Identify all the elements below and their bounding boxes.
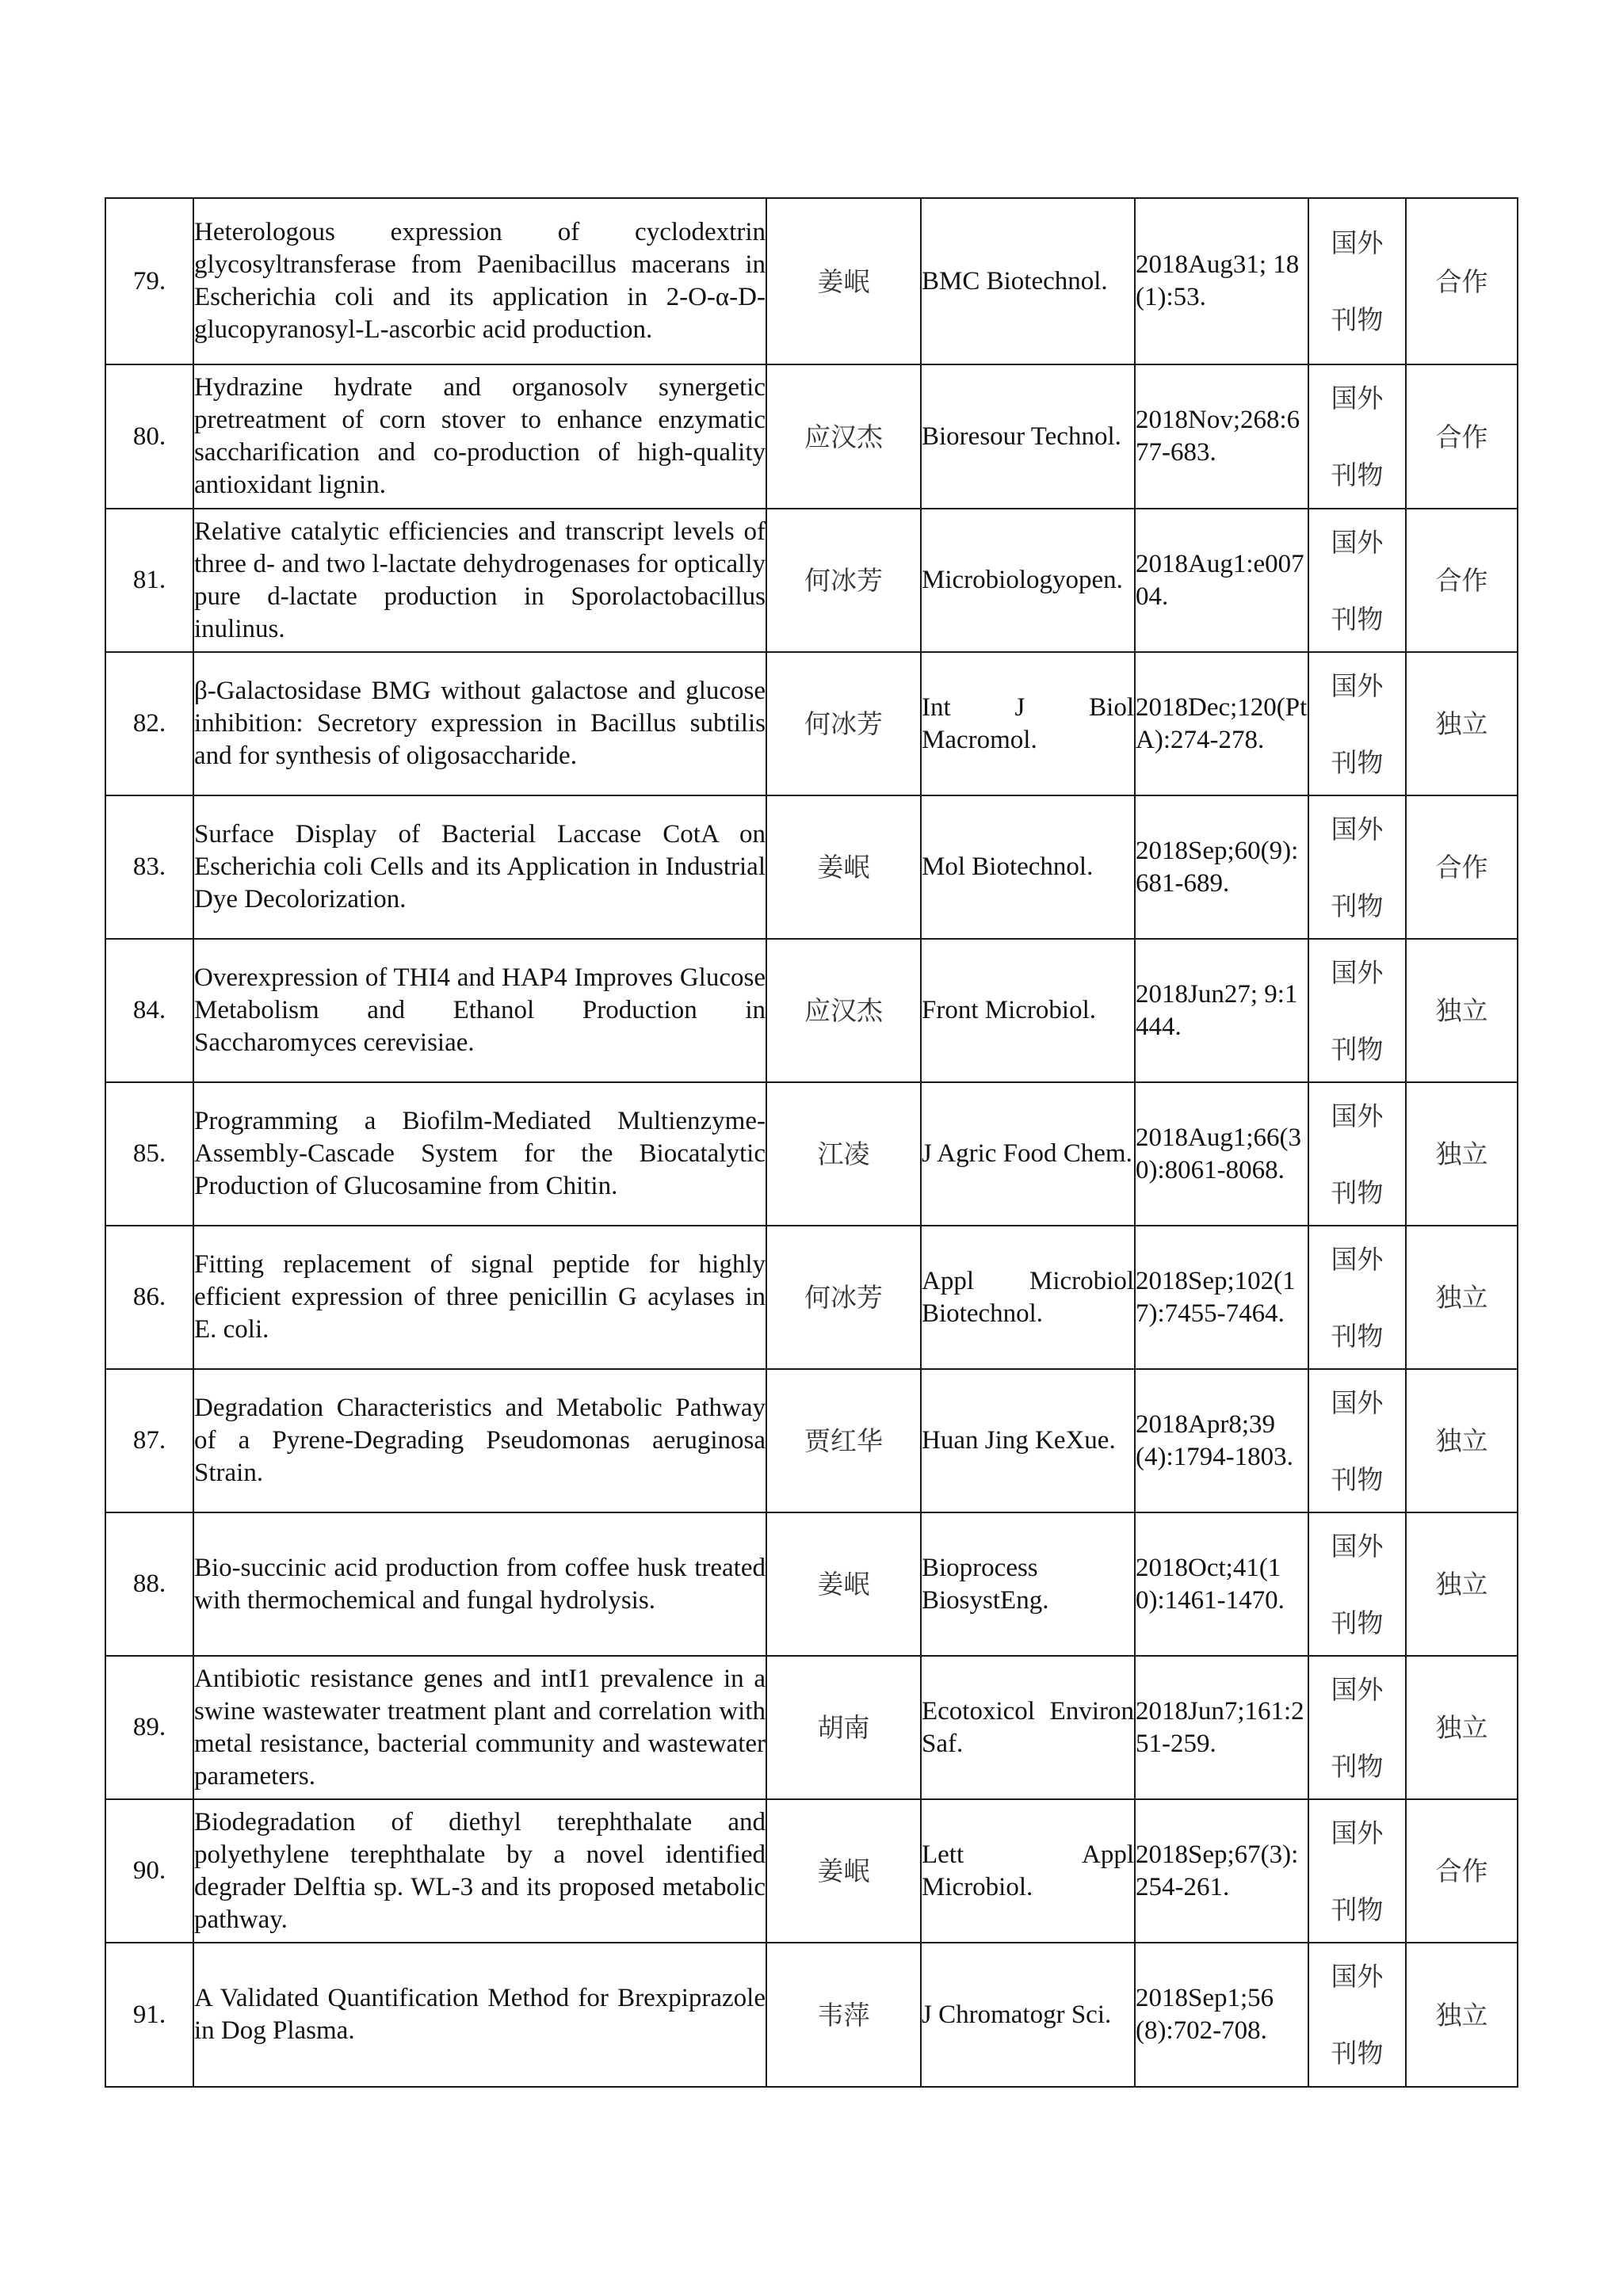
journal-name: Front Microbiol. bbox=[921, 939, 1135, 1082]
publication-type-line-2: 刊物 bbox=[1331, 1750, 1384, 1782]
publication-type-line-2: 刊物 bbox=[1331, 2038, 1384, 2069]
paper-title: β-Galactosidase BMG without galactose and glucose inhibition: Secretory expression in Bacillus subtilis and for synthesis of oligosaccharide. bbox=[193, 652, 766, 795]
publication-type-line-1: 国外 bbox=[1331, 813, 1384, 845]
publication-type bbox=[1308, 1369, 1406, 1512]
table-row bbox=[105, 509, 1518, 652]
citation-info: 2018Nov;268:677-683. bbox=[1135, 364, 1308, 509]
journal-name: J Chromatogr Sci. bbox=[921, 1943, 1135, 2087]
publication-type-line-1: 国外 bbox=[1331, 1100, 1384, 1131]
journal-name: J Agric Food Chem. bbox=[921, 1082, 1135, 1226]
row-number: 82. bbox=[105, 652, 193, 795]
author-name: 江凌 bbox=[766, 1082, 921, 1226]
publication-type bbox=[1308, 1943, 1406, 2087]
cooperation-type: 独立 bbox=[1406, 1226, 1518, 1369]
publication-type-line-1: 国外 bbox=[1331, 526, 1384, 558]
table-row bbox=[105, 1226, 1518, 1369]
author-name: 贾红华 bbox=[766, 1369, 921, 1512]
row-number: 87. bbox=[105, 1369, 193, 1512]
cooperation-type: 合作 bbox=[1406, 364, 1518, 509]
table-row bbox=[105, 198, 1518, 364]
paper-title: Programming a Biofilm-Mediated Multienzyme-Assembly-Cascade System for the Biocatalytic Production of Glucosamine from Chitin. bbox=[193, 1082, 766, 1226]
publication-type-line-1: 国外 bbox=[1331, 956, 1384, 988]
paper-title: Bio-succinic acid production from coffee husk treated with thermochemical and fungal hydrolysis. bbox=[193, 1512, 766, 1656]
table-row bbox=[105, 1369, 1518, 1512]
table-row bbox=[105, 939, 1518, 1082]
publication-type-line-2: 刊物 bbox=[1331, 1607, 1384, 1638]
publication-type bbox=[1308, 1656, 1406, 1799]
publication-type bbox=[1308, 198, 1406, 364]
row-number: 84. bbox=[105, 939, 193, 1082]
publication-type bbox=[1308, 652, 1406, 795]
paper-title: Biodegradation of diethyl terephthalate and polyethylene terephthalate by a novel identified degrader Delftia sp. WL-3 and its proposed metabolic pathway. bbox=[193, 1799, 766, 1943]
publication-type-line-2: 刊物 bbox=[1331, 304, 1384, 335]
author-name: 何冰芳 bbox=[766, 1226, 921, 1369]
paper-title: Surface Display of Bacterial Laccase CotA on Escherichia coli Cells and its Application in Industrial Dye Decolorization. bbox=[193, 795, 766, 939]
publication-type-line-2: 刊物 bbox=[1331, 1894, 1384, 1925]
publication-type-line-2: 刊物 bbox=[1331, 603, 1384, 635]
row-number: 89. bbox=[105, 1656, 193, 1799]
paper-title: Fitting replacement of signal peptide for highly efficient expression of three penicillin G acylases in E. coli. bbox=[193, 1226, 766, 1369]
journal-name: Int J Biol Macromol. bbox=[921, 652, 1135, 795]
citation-info: 2018Sep;60(9):681-689. bbox=[1135, 795, 1308, 939]
publication-type-line-2: 刊物 bbox=[1331, 1177, 1384, 1208]
publication-type bbox=[1308, 1226, 1406, 1369]
publication-type-line-2: 刊物 bbox=[1331, 1463, 1384, 1495]
table-row bbox=[105, 1082, 1518, 1226]
author-name: 姜岷 bbox=[766, 1799, 921, 1943]
paper-title: Relative catalytic efficiencies and transcript levels of three d- and two l-lactate dehydrogenases for optically pure d-lactate production in Sporolactobacillus inulinus. bbox=[193, 509, 766, 652]
author-name: 姜岷 bbox=[766, 198, 921, 364]
journal-name: Lett Appl Microbiol. bbox=[921, 1799, 1135, 1943]
citation-info: 2018Dec;120(PtA):274-278. bbox=[1135, 652, 1308, 795]
citation-info: 2018Aug1;66(30):8061-8068. bbox=[1135, 1082, 1308, 1226]
journal-name: Huan Jing KeXue. bbox=[921, 1369, 1135, 1512]
author-name: 姜岷 bbox=[766, 795, 921, 939]
cooperation-type: 独立 bbox=[1406, 1656, 1518, 1799]
citation-info: 2018Oct;41(10):1461-1470. bbox=[1135, 1512, 1308, 1656]
citation-info: 2018Jun7;161:251-259. bbox=[1135, 1656, 1308, 1799]
table-row bbox=[105, 1512, 1518, 1656]
paper-title: Heterologous expression of cyclodextrin glycosyltransferase from Paenibacillus macerans in Escherichia coli and its application in 2-O-α-D-glucopyranosyl-L-ascorbic acid production. bbox=[193, 198, 766, 364]
paper-title: Degradation Characteristics and Metabolic Pathway of a Pyrene-Degrading Pseudomonas aeruginosa Strain. bbox=[193, 1369, 766, 1512]
publication-type-line-1: 国外 bbox=[1331, 1386, 1384, 1418]
cooperation-type: 合作 bbox=[1406, 509, 1518, 652]
publication-type-line-1: 国外 bbox=[1331, 1530, 1384, 1562]
author-name: 何冰芳 bbox=[766, 652, 921, 795]
publication-type-line-1: 国外 bbox=[1331, 1673, 1384, 1705]
publication-type bbox=[1308, 364, 1406, 509]
table-row bbox=[105, 364, 1518, 509]
paper-title: Overexpression of THI4 and HAP4 Improves Glucose Metabolism and Ethanol Production in Saccharomyces cerevisiae. bbox=[193, 939, 766, 1082]
row-number: 79. bbox=[105, 198, 193, 364]
paper-title: Hydrazine hydrate and organosolv synergetic pretreatment of corn stover to enhance enzymatic saccharification and co-production of high-quality antioxidant lignin. bbox=[193, 364, 766, 509]
publication-type bbox=[1308, 509, 1406, 652]
citation-info: 2018Sep;102(17):7455-7464. bbox=[1135, 1226, 1308, 1369]
table-row bbox=[105, 1656, 1518, 1799]
author-name: 韦萍 bbox=[766, 1943, 921, 2087]
publication-type bbox=[1308, 1512, 1406, 1656]
cooperation-type: 独立 bbox=[1406, 1082, 1518, 1226]
publication-type-line-2: 刊物 bbox=[1331, 746, 1384, 778]
publication-type-line-1: 国外 bbox=[1331, 669, 1384, 701]
publication-type-line-1: 国外 bbox=[1331, 1243, 1384, 1275]
journal-name: Appl Microbiol Biotechnol. bbox=[921, 1226, 1135, 1369]
journal-name: Mol Biotechnol. bbox=[921, 795, 1135, 939]
publication-type-line-2: 刊物 bbox=[1331, 460, 1384, 490]
journal-name: Bioresour Technol. bbox=[921, 364, 1135, 509]
publication-type-line-1: 国外 bbox=[1331, 1817, 1384, 1848]
author-name: 何冰芳 bbox=[766, 509, 921, 652]
citation-info: 2018Aug1:e00704. bbox=[1135, 509, 1308, 652]
publication-type-line-1: 国外 bbox=[1331, 1961, 1384, 1992]
cooperation-type: 独立 bbox=[1406, 1512, 1518, 1656]
publication-type-line-1: 国外 bbox=[1331, 383, 1384, 414]
journal-name: Bioprocess BiosystEng. bbox=[921, 1512, 1135, 1656]
author-name: 应汉杰 bbox=[766, 364, 921, 509]
cooperation-type: 合作 bbox=[1406, 795, 1518, 939]
citation-info: 2018Jun27; 9:1444. bbox=[1135, 939, 1308, 1082]
cooperation-type: 独立 bbox=[1406, 939, 1518, 1082]
row-number: 86. bbox=[105, 1226, 193, 1369]
author-name: 应汉杰 bbox=[766, 939, 921, 1082]
row-number: 88. bbox=[105, 1512, 193, 1656]
publication-type bbox=[1308, 939, 1406, 1082]
author-name: 姜岷 bbox=[766, 1512, 921, 1656]
publication-type bbox=[1308, 1082, 1406, 1226]
citation-info: 2018Aug31; 18(1):53. bbox=[1135, 198, 1308, 364]
cooperation-type: 独立 bbox=[1406, 652, 1518, 795]
publication-type-line-2: 刊物 bbox=[1331, 890, 1384, 921]
journal-name: Microbiologyopen. bbox=[921, 509, 1135, 652]
cooperation-type: 合作 bbox=[1406, 198, 1518, 364]
publication-type-line-2: 刊物 bbox=[1331, 1320, 1384, 1352]
publication-type-line-1: 国外 bbox=[1331, 227, 1384, 258]
cooperation-type: 独立 bbox=[1406, 1943, 1518, 2087]
row-number: 85. bbox=[105, 1082, 193, 1226]
citation-info: 2018Sep1;56(8):702-708. bbox=[1135, 1943, 1308, 2087]
table-row bbox=[105, 652, 1518, 795]
row-number: 81. bbox=[105, 509, 193, 652]
paper-title: A Validated Quantification Method for Brexpiprazole in Dog Plasma. bbox=[193, 1943, 766, 2087]
publication-type bbox=[1308, 795, 1406, 939]
citation-info: 2018Sep;67(3):254-261. bbox=[1135, 1799, 1308, 1943]
journal-name: Ecotoxicol Environ Saf. bbox=[921, 1656, 1135, 1799]
citation-info: 2018Apr8;39(4):1794-1803. bbox=[1135, 1369, 1308, 1512]
journal-name: BMC Biotechnol. bbox=[921, 198, 1135, 364]
table-row bbox=[105, 1943, 1518, 2087]
cooperation-type: 合作 bbox=[1406, 1799, 1518, 1943]
publication-table bbox=[105, 197, 1518, 2088]
row-number: 90. bbox=[105, 1799, 193, 1943]
cooperation-type: 独立 bbox=[1406, 1369, 1518, 1512]
publication-type bbox=[1308, 1799, 1406, 1943]
row-number: 91. bbox=[105, 1943, 193, 2087]
row-number: 80. bbox=[105, 364, 193, 509]
publication-type-line-2: 刊物 bbox=[1331, 1033, 1384, 1065]
paper-title: Antibiotic resistance genes and intI1 prevalence in a swine wastewater treatment plant and correlation with metal resistance, bacterial community and wastewater parameters. bbox=[193, 1656, 766, 1799]
row-number: 83. bbox=[105, 795, 193, 939]
table-row bbox=[105, 1799, 1518, 1943]
author-name: 胡南 bbox=[766, 1656, 921, 1799]
publication-table-body bbox=[105, 198, 1518, 2087]
table-row bbox=[105, 795, 1518, 939]
